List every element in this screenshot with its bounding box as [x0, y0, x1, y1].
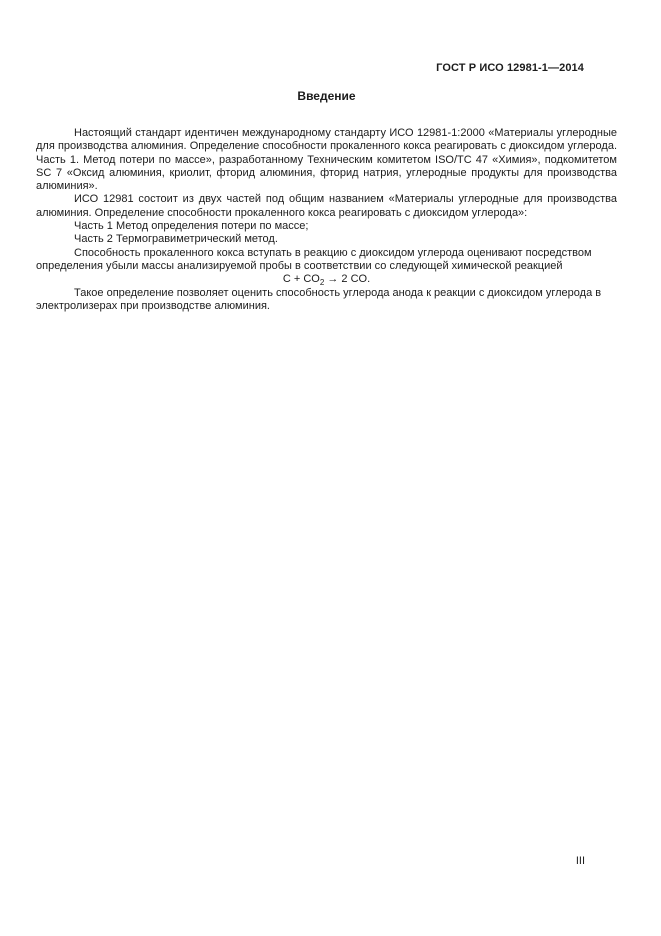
page-number: III: [575, 855, 585, 867]
formula-right: → 2 CO.: [324, 273, 371, 286]
running-header-standard-designation: ГОСТ Р ИСО 12981-1—2014: [436, 62, 584, 74]
list-item-part-1: Часть 1 Метод определения потери по массе;: [74, 220, 309, 233]
formula-left: C + CO: [282, 273, 320, 286]
intro-paragraph-4: Такое определение позволяет оценить способность углерода анода к реакции с диоксидом углерода в электролизерах при производстве алюминия.: [36, 286, 602, 312]
chemical-formula: [36, 273, 617, 286]
list-item-part-2: Часть 2 Термогравиметрический метод.: [74, 233, 278, 246]
intro-paragraph-3: Способность прокаленного кокса вступать в реакцию с диоксидом углерода оценивают посредством определения убыли массы анализируемой пробы в соответствии со следующей химической реакцией: [36, 246, 592, 272]
intro-paragraph-1: Настоящий стандарт идентичен международному стандарту ИСО 12981-1:2000 «Материалы углеродные для производства алюминия. Определение способности прокаленного кокса реагировать с диоксидом углерода. Часть 1. Метод потери по массе», разработанному Техническим комитетом ISO/TC 47 «Химия», подкомитетом SC 7 «Оксид алюминия, криолит, фторид алюминия, фторид натрия, углеродные продукты для производства алюминия».: [36, 127, 617, 193]
formula-subscript: 2: [319, 278, 325, 288]
intro-paragraph-2: ИСО 12981 состоит из двух частей под общим названием «Материалы углеродные для производства алюминия. Определение способности прокаленного кокса реагировать с диоксидом углерода»:: [36, 193, 617, 219]
page-title: Введение: [297, 89, 356, 103]
document-body: [36, 127, 617, 313]
